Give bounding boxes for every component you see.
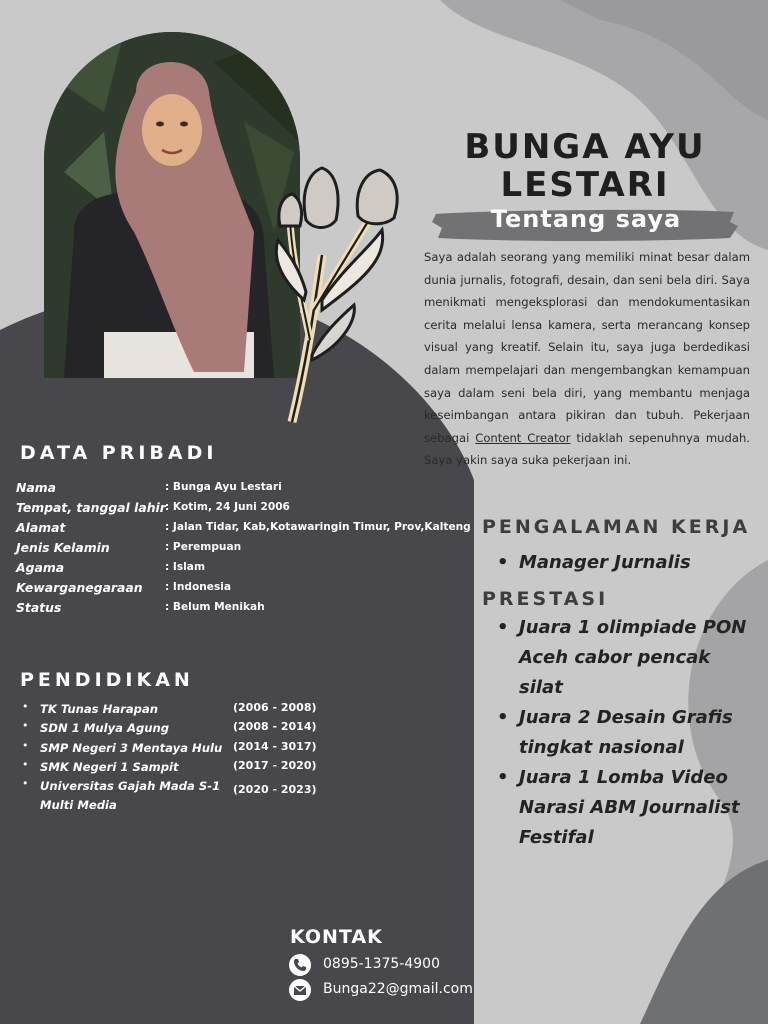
content-creator-link[interactable]: Content Creator — [475, 430, 571, 445]
info-row-gender: Jenis Kelamin : Perempuan — [16, 540, 242, 555]
experience-title: PENGALAMAN KERJA — [482, 516, 751, 538]
info-row-nationality: Kewarganegaraan : Indonesia — [16, 580, 232, 595]
full-name — [430, 128, 740, 204]
name-line-2: LESTARI — [500, 165, 670, 205]
flower-illustration — [262, 160, 412, 430]
info-row-status: Status : Belum Menikah — [16, 600, 265, 615]
name-line-1: BUNGA AYU — [464, 127, 706, 167]
education-title: PENDIDIKAN — [20, 669, 194, 691]
info-row-religion: Agama : Islam — [16, 560, 205, 575]
info-row-name: Nama : Bunga Ayu Lestari — [16, 480, 282, 495]
personal-data-title: DATA PRIBADI — [20, 442, 218, 464]
phone-icon — [289, 954, 311, 976]
info-row-birth: Tempat, tanggal lahir : Kotim, 24 Juni 2006 — [16, 500, 290, 515]
info-row-address: Alamat : Jalan Tidar, Kab,Kotawaringin Timur, Prov,Kalteng — [16, 520, 471, 535]
mail-icon — [289, 979, 311, 1001]
contact-title: KONTAK — [290, 926, 383, 948]
about-text: Saya adalah seorang yang memiliki minat besar dalam dunia jurnalis, fotografi, desain, dan seni bela diri. Saya menikmati mengeksplorasi dan mendokumentasikan cerita melalui lensa kamera, serta merancang konsep visual yang kreatif. Selain itu, saya juga berdedikasi dalam mempelajari dan mengembangkan kemampuan saya dalam seni bela diri, yang membantu menjaga keseimbangan antara pikiran dan tubuh. Pekerjaan sebagai Content Creator tidaklah sepenuhnya mudah. Saya yakin saya suka pekerjaan ini. — [424, 250, 750, 468]
about-title: Tentang saya — [490, 205, 682, 233]
achievements-title: PRESTASI — [482, 588, 609, 610]
